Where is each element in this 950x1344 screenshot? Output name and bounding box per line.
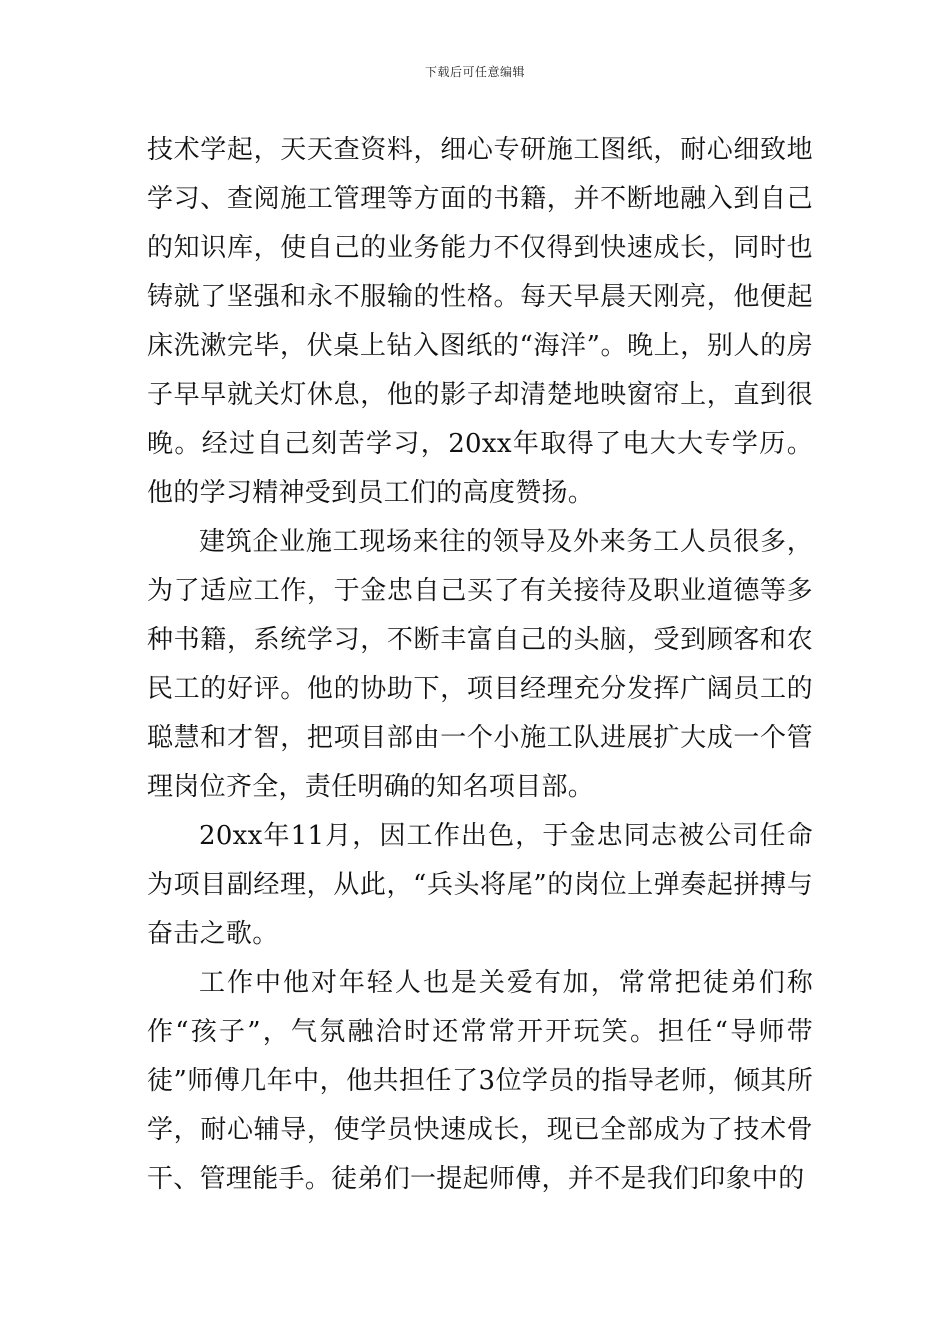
page-header: 下载后可任意编辑 bbox=[424, 65, 525, 79]
paragraph-3: 20xx年11月，因工作出色，于金忠同志被公司任命为项目副经理，从此，“兵头将尾”的岗位上弹奏起拼搏与奋击之歌。 bbox=[147, 821, 813, 949]
paragraph-2: 建筑企业施工现场来往的领导及外来务工人员很多，为了适应工作，于金忠自己买了有关接待及职业道德等多种书籍，系统学习，不断丰富自己的头脑，受到顾客和农民工的好评。他的协助下，项目经理充分发挥广阔员工的聪慧和才智，把项目部由一个小施工队进展扩大成一个管理岗位齐全，责任明确的知名项目部。 bbox=[147, 527, 813, 802]
paragraph-1: 技术学起，天天查资料，细心专研施工图纸，耐心细致地学习、查阅施工管理等方面的书籍，并不断地融入到自己的知识库，使自己的业务能力不仅得到快速成长，同时也铸就了坚强和永不服输的性格。每天早晨天刚亮，他便起床洗漱完毕，伏桌上钻入图纸的“海洋”。晚上，别人的房子早早就关灯休息，他的影子却清楚地映窗帘上，直到很晚。经过自己刻苦学习，20xx年取得了电大大专学历。他的学习精神受到员工们的高度赞扬。 bbox=[147, 135, 813, 508]
document-body bbox=[147, 126, 813, 1204]
paragraph-4: 工作中他对年轻人也是关爱有加，常常把徒弟们称作“孩子”，气氛融洽时还常常开开玩笑。担任“导师带徒”师傅几年中，他共担任了3位学员的指导老师，倾其所学，耐心辅导，使学员快速成长，现已全部成为了技术骨干、管理能手。徒弟们一提起师傅，并不是我们印象中的 bbox=[147, 968, 813, 1194]
